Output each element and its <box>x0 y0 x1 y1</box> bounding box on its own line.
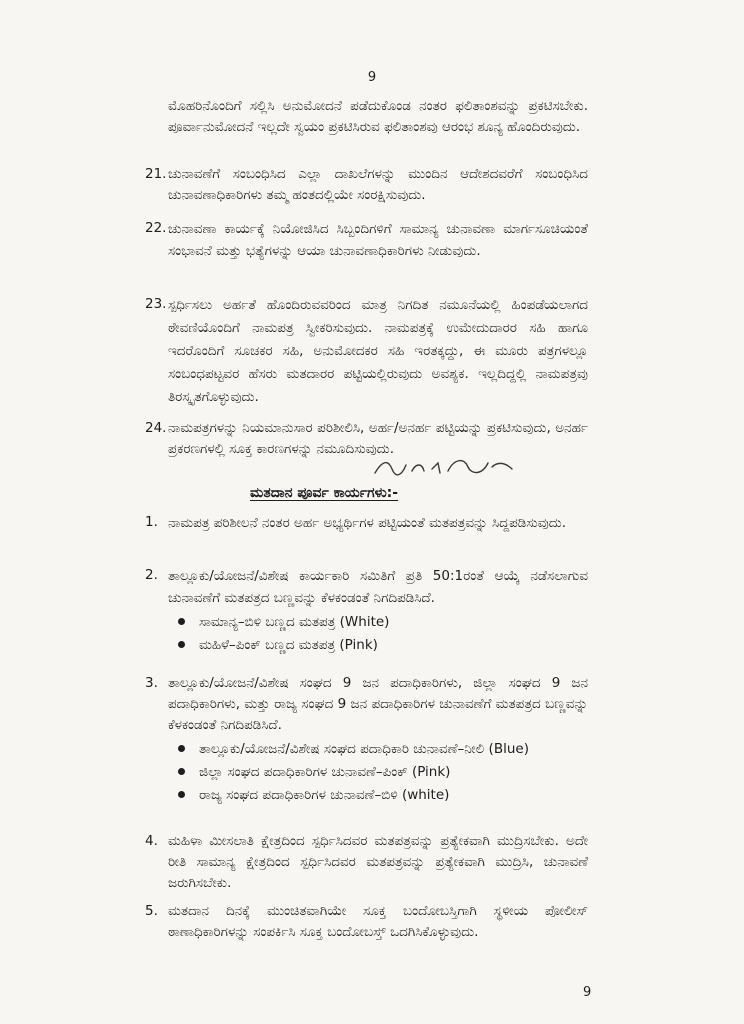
item-number: 1. <box>145 514 158 530</box>
bullet-list <box>178 738 529 807</box>
intro-paragraph: ಮೊಹರಿನೊಂದಿಗೆ ಸಲ್ಲಿಸಿ ಅನುಮೋದನೆ ಪಡೆದುಕೊಂಡ ನಂತರ ಫಲಿತಾಂಶವನ್ನು ಪ್ರಕಟಿಸಬೇಕು. ಪೂರ್ವಾನುಮೋದನೆ ಇಲ್ಲದೇ ಸ್ವಯಂ ಪ್ರಕಟಿಸಿರುವ ಫಲಿತಾಂಶವು ಆರಂಭ ಶೂನ್ಯ ಹೊಂದಿರುವುದು. <box>168 98 588 135</box>
item-text: ಮತದಾನ ದಿನಕ್ಕೆ ಮುಂಚಿತವಾಗಿಯೇ ಸೂಕ್ತ ಬಂದೋಬಸ್ತಿಗಾಗಿ ಸ್ಥಳೀಯ ಪೋಲೀಸ್ ಠಾಣಾಧಿಕಾರಿಗಳನ್ನು ಸಂಪರ್ಕಿಸಿ ಸೂಕ್ತ ಬಂದೋಬಸ್ತ್ ಒದಗಿಸಿಕೊಳ್ಳುವುದು. <box>168 903 588 940</box>
item-text: ತಾಲ್ಲೂಕು/ಯೋಜನೆ/ವಿಶೇಷ ಕಾರ್ಯಕಾರಿ ಸಮಿತಿಗೆ ಪ್ರತಿ 50:1ರಂತೆ ಆಯ್ಕೆ ನಡೆಸಲಾಗುವ ಚುನಾವಣೆಗೆ ಮತಪತ್ರದ ಬಣ್ಣವನ್ನು ಕೆಳಕಂಡಂತೆ ನಿಗದಿಪಡಿಸಿದೆ. <box>168 568 588 606</box>
bullet-text: ತಾಲ್ಲೂಕು/ಯೋಜನೆ/ವಿಶೇಷ ಸಂಘದ ಪದಾಧಿಕಾರಿ ಚುನಾವಣೆ–ನೀಲಿ (Blue) <box>199 741 529 757</box>
rule-number: 22. <box>145 220 167 236</box>
rule-text: ಚುನಾವಣೆಗೆ ಸಂಬಂಧಿಸಿದ ಎಲ್ಲಾ ದಾಖಲೆಗಳನ್ನು ಮುಂದಿನ ಆದೇಶದವರೆಗೆ ಸಂಬಂಧಿಸಿದ ಚುನಾವಣಾಧಿಕಾರಿಗಳು ತಮ್ಮ ಹಂತದಲ್ಲಿಯೇ ಸಂರಕ್ಷಿಸುವುದು. <box>168 166 588 203</box>
item-text: ತಾಲ್ಲೂಕು/ಯೋಜನೆ/ವಿಶೇಷ ಸಂಘದ 9 ಜನ ಪದಾಧಿಕಾರಿಗಳು, ಜಿಲ್ಲಾ ಸಂಘದ 9 ಜನ ಪದಾಧಿಕಾರಿಗಳು, ಮತ್ತು ರಾಜ್ಯ ಸಂಘದ 9 ಜನ ಪದಾಧಿಕಾರಿಗಳ ಚುನಾವಣೆಗೆ ಮತಪತ್ರದ ಬಣ್ಣವನ್ನು ಕೆಳಕಂಡಂತೆ ನಿಗದಿಪಡಿಸಿದೆ. <box>168 675 588 733</box>
rule-number: 23. <box>145 296 167 312</box>
page-number-bottom: 9 <box>583 985 592 1000</box>
item-number: 3. <box>145 675 158 691</box>
page-number-top: 9 <box>367 70 377 85</box>
item-text: ನಾಮಪತ್ರ ಪರಿಶೀಲನೆ ನಂತರ ಅರ್ಹ ಅಭ್ಯರ್ಥಿಗಳ ಪಟ್ಟಿಯಂತೆ ಮತಪತ್ರವನ್ನು ಸಿದ್ದಪಡಿಸುವುದು. <box>168 515 567 531</box>
rule-number: 24. <box>145 420 167 436</box>
rule-text: ನಾಮಪತ್ರಗಳನ್ನು ನಿಯಮಾನುಸಾರ ಪರಿಶೀಲಿಸಿ, ಅರ್ಹ/ಅನರ್ಹ ಪಟ್ಟಿಯನ್ನು ಪ್ರಕಟಿಸುವುದು, ಅನರ್ಹ ಪ್ರಕರಣಗಳಲ್ಲಿ ಸೂಕ್ತ ಕಾರಣಗಳನ್ನು ನಮೂದಿಸುವುದು. <box>168 420 588 457</box>
bullet-text: ರಾಜ್ಯ ಸಂಘದ ಪದಾಧಿಕಾರಿಗಳ ಚುನಾವಣೆ–ಬಿಳಿ (white) <box>199 787 450 803</box>
item-number: 4. <box>145 833 158 849</box>
bullet-text: ಸಾಮಾನ್ಯ–ಬಿಳಿ ಬಣ್ಣದ ಮತಪತ್ರ (White) <box>199 614 390 630</box>
item-text: ಮಹಿಳಾ ಮೀಸಲಾತಿ ಕ್ಷೇತ್ರದಿಂದ ಸ್ಪರ್ಧಿಸಿದವರ ಮತಪತ್ರವನ್ನು ಪ್ರತ್ಯೇಕವಾಗಿ ಮುದ್ರಿಸಬೇಕು. ಅದೇ ರೀತಿ ಸಾಮಾನ್ಯ ಕ್ಷೇತ್ರದಿಂದ ಸ್ಪರ್ಧಿಸಿದವರ ಮತಪತ್ರವನ್ನು ಪ್ರತ್ಯೇಕವಾಗಿ ಮುದ್ರಿಸಿ, ಚುನಾವಣೆ ಜರುಗಿಸಬೇಕು. <box>168 833 588 891</box>
list-item <box>178 738 529 761</box>
bullet-dot <box>178 641 185 648</box>
bullet-dot <box>178 791 185 798</box>
list-item <box>178 634 389 657</box>
rule-number: 21. <box>145 166 167 182</box>
rule-text: ಚುನಾವಣಾ ಕಾರ್ಯಕ್ಕೆ ನಿಯೋಜಿಸಿದ ಸಿಬ್ಬಂದಿಗಳಿಗೆ ಸಾಮಾನ್ಯ ಚುನಾವಣಾ ಮಾರ್ಗಸೂಚಿಯಂತೆ ಸಂಭಾವನೆ ಮತ್ತು ಭತ್ಯೆಗಳನ್ನು ಆಯಾ ಚುನಾವಣಾಧಿಕಾರಿಗಳು ನೀಡುವುದು. <box>168 221 588 259</box>
section-heading: ಮತದಾನ ಪೂರ್ವ ಕಾರ್ಯಗಳು:- <box>250 485 399 501</box>
item-number: 2. <box>145 567 158 583</box>
rule-text: ಸ್ಪರ್ಧಿಸಲು ಅರ್ಹತೆ ಹೊಂದಿರುವವರಿಂದ ಮಾತ್ರ ನಿಗದಿತ ನಮೂನೆಯಲ್ಲಿ ಹಿಂಪಡೆಯಲಾಗದ ಠೇವಣಿಯೊಂದಿಗೆ ನಾಮಪತ್ರ ಸ್ವೀಕರಿಸುವುದು. ನಾಮಪತ್ರಕ್ಕೆ ಉಮೇದುದಾರರ ಸಹಿ ಹಾಗೂ ಇದರೊಂದಿಗೆ ಸೂಚಕರ ಸಹಿ, ಅನುಮೋದಕರ ಸಹಿ ಇರತಕ್ಕದ್ದು, ಈ ಮೂರು ಪತ್ರಗಳಲ್ಲೂ ಸಂಬಂಧಪಟ್ಟವರ ಹೆಸರು ಮತದಾರರ ಪಟ್ಟಿಯಲ್ಲಿರುವುದು ಅವಶ್ಯಕ. ಇಲ್ಲದಿದ್ದಲ್ಲಿ ನಾಮಪತ್ರವು ತಿರಸ್ಕೃತಗೊಳ್ಳುವುದು. <box>168 297 588 405</box>
bullet-dot <box>178 768 185 775</box>
bullet-text: ಮಹಿಳೆ–ಪಿಂಕ್ ಬಣ್ಣದ ಮತಪತ್ರ (Pink) <box>199 637 378 653</box>
bullet-dot <box>178 745 185 752</box>
signature <box>372 453 522 481</box>
bullet-dot <box>178 618 185 625</box>
bullet-list <box>178 611 389 657</box>
list-item <box>178 761 529 784</box>
bullet-text: ಜಿಲ್ಲಾ ಸಂಘದ ಪದಾಧಿಕಾರಿಗಳ ಚುನಾವಣೆ–ಪಿಂಕ್ (Pink) <box>199 764 451 780</box>
item-number: 5. <box>145 903 158 919</box>
list-item <box>178 611 389 634</box>
list-item <box>178 784 529 807</box>
